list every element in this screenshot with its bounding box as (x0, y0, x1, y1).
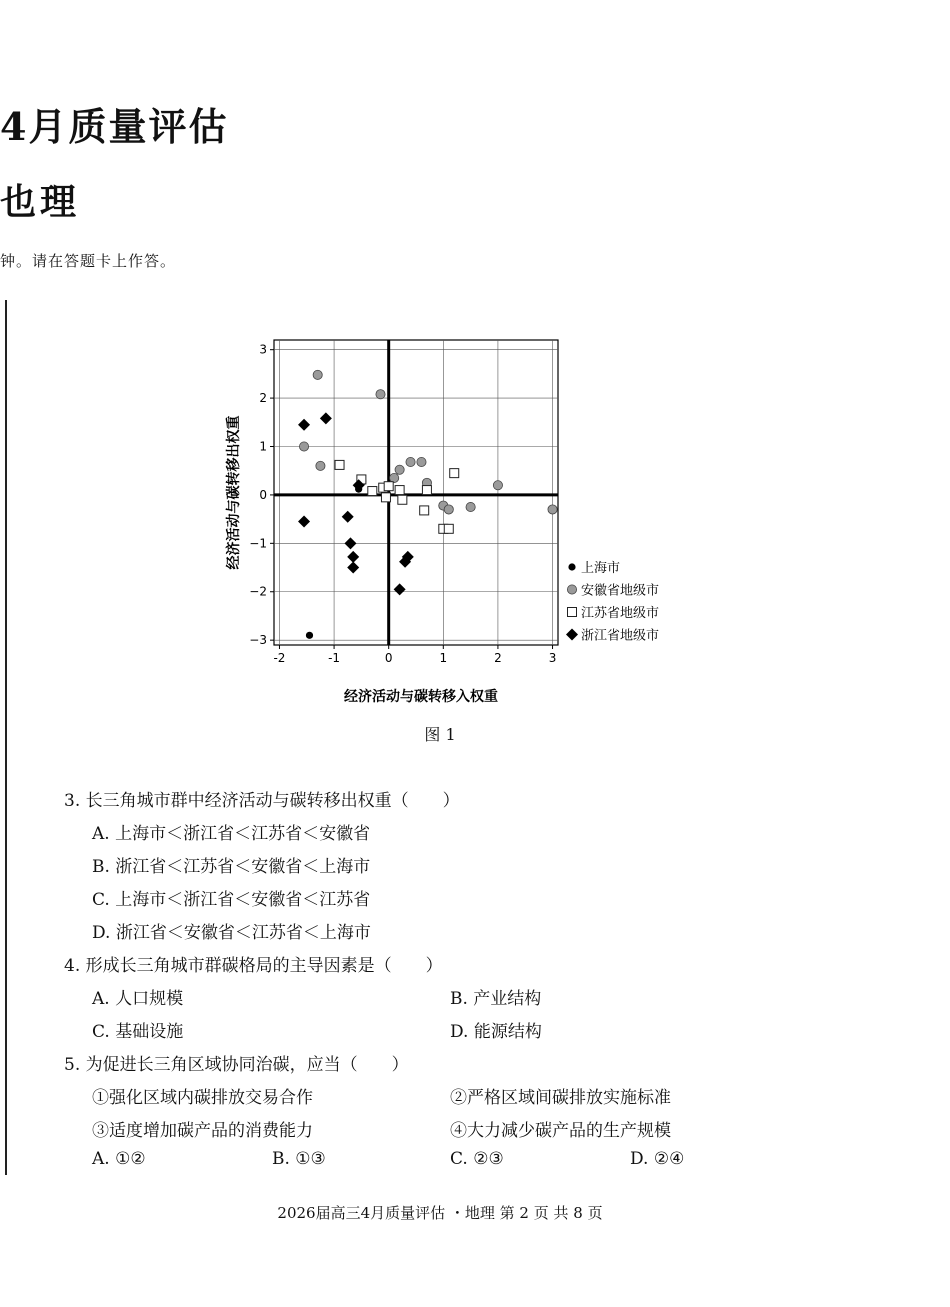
page-footer: 2026届高三4月质量评估 ・地理 第 2 页 共 8 页 (277, 1204, 603, 1222)
page-title: 4月质量评估 (0, 104, 229, 149)
data-point (422, 486, 431, 495)
question-5-option-a: A. ①② (92, 1149, 146, 1169)
question-4-option-d: D. 能源结构 (450, 1022, 542, 1042)
question-4-option-c: C. 基础设施 (92, 1022, 184, 1042)
question-3-stem: 3. 长三角城市群中经济活动与碳转移出权重（ ） (64, 791, 460, 811)
data-point (406, 457, 415, 466)
series-4 (298, 412, 414, 595)
x-tick-label: 1 (439, 651, 448, 665)
y-tick-label: −1 (249, 536, 267, 551)
x-axis-label: 经济活动与碳转移入权重 (344, 689, 498, 705)
data-point (394, 583, 406, 595)
question-4-stem: 4. 形成长三角城市群碳格局的主导因素是（ ） (64, 956, 443, 976)
plot-frame (274, 340, 558, 645)
legend-marker (567, 585, 576, 594)
legend-label: 浙江省地级市 (581, 628, 660, 644)
data-point (313, 370, 322, 379)
legend-marker (568, 563, 575, 570)
question-5-option-c: C. ②③ (450, 1149, 504, 1169)
x-tick-label: -1 (328, 651, 341, 665)
question-3-option-a: A. 上海市＜浙江省＜江苏省＜安徽省 (92, 824, 371, 844)
data-point (320, 412, 332, 424)
data-point (335, 460, 344, 469)
y-tick-label: −3 (249, 633, 267, 648)
x-tick-label: 2 (494, 651, 502, 665)
data-point (376, 390, 385, 399)
data-point (347, 551, 359, 563)
legend-label: 上海市 (581, 561, 621, 576)
data-point (390, 473, 399, 482)
question-5-option-d: D. ②④ (630, 1149, 685, 1169)
x-tick-label: 3 (548, 651, 557, 665)
question-4-option-a: A. 人口规模 (92, 989, 184, 1009)
scatter-chart (200, 325, 700, 725)
data-point (381, 493, 390, 502)
question-4-option-b: B. 产业结构 (450, 989, 542, 1009)
data-point (384, 482, 393, 491)
figure-1 (200, 325, 700, 725)
question-5-statement-4: ④大力减少碳产品的生产规模 (450, 1121, 671, 1141)
data-point (444, 524, 453, 533)
data-point (420, 506, 429, 515)
legend-label: 安徽省地级市 (581, 583, 660, 599)
x-tick-label: -2 (273, 651, 286, 665)
question-3-option-d: D. 浙江省＜安徽省＜江苏省＜上海市 (92, 923, 371, 943)
legend-label: 江苏省地级市 (581, 606, 660, 621)
y-tick-label: 3 (259, 342, 267, 357)
question-3-option-b: B. 浙江省＜江苏省＜安徽省＜上海市 (92, 857, 371, 877)
y-tick-label: 2 (259, 391, 267, 406)
question-5-statement-1: ①强化区域内碳排放交易合作 (92, 1088, 313, 1108)
data-point (395, 465, 404, 474)
legend-marker (568, 608, 577, 617)
question-5-statement-2: ②严格区域间碳排放实施标准 (450, 1088, 671, 1108)
exam-notice: 钟。请在答题卡上作答。 (0, 252, 177, 270)
data-point (450, 469, 459, 478)
data-point (344, 537, 356, 549)
data-point (493, 481, 502, 490)
y-tick-label: 0 (259, 487, 267, 502)
y-tick-label: −2 (249, 584, 267, 599)
data-point (548, 505, 557, 514)
data-point (395, 486, 404, 495)
data-point (347, 562, 359, 574)
data-point (298, 419, 310, 431)
question-5-stem: 5. 为促进长三角区域协同治碳，应当（ ） (64, 1055, 409, 1075)
subject-title: 也理 (0, 181, 81, 223)
figure-caption: 图 1 (424, 725, 456, 744)
data-point (316, 461, 325, 470)
y-axis-label: 经济活动与碳转移出权重 (226, 415, 242, 570)
data-point (342, 511, 354, 523)
data-point (398, 495, 407, 504)
data-point (417, 457, 426, 466)
data-point (299, 442, 308, 451)
data-point (306, 632, 313, 639)
data-point (368, 487, 377, 496)
data-point (466, 502, 475, 511)
y-tick-label: 1 (259, 439, 267, 454)
data-point (298, 516, 310, 528)
question-5-statement-3: ③适度增加碳产品的消费能力 (92, 1121, 313, 1141)
legend-marker (566, 629, 578, 641)
data-point (444, 505, 453, 514)
x-tick-label: 0 (384, 651, 393, 665)
question-3-option-c: C. 上海市＜浙江省＜安徽省＜江苏省 (92, 890, 371, 910)
question-5-option-b: B. ①③ (272, 1149, 326, 1169)
